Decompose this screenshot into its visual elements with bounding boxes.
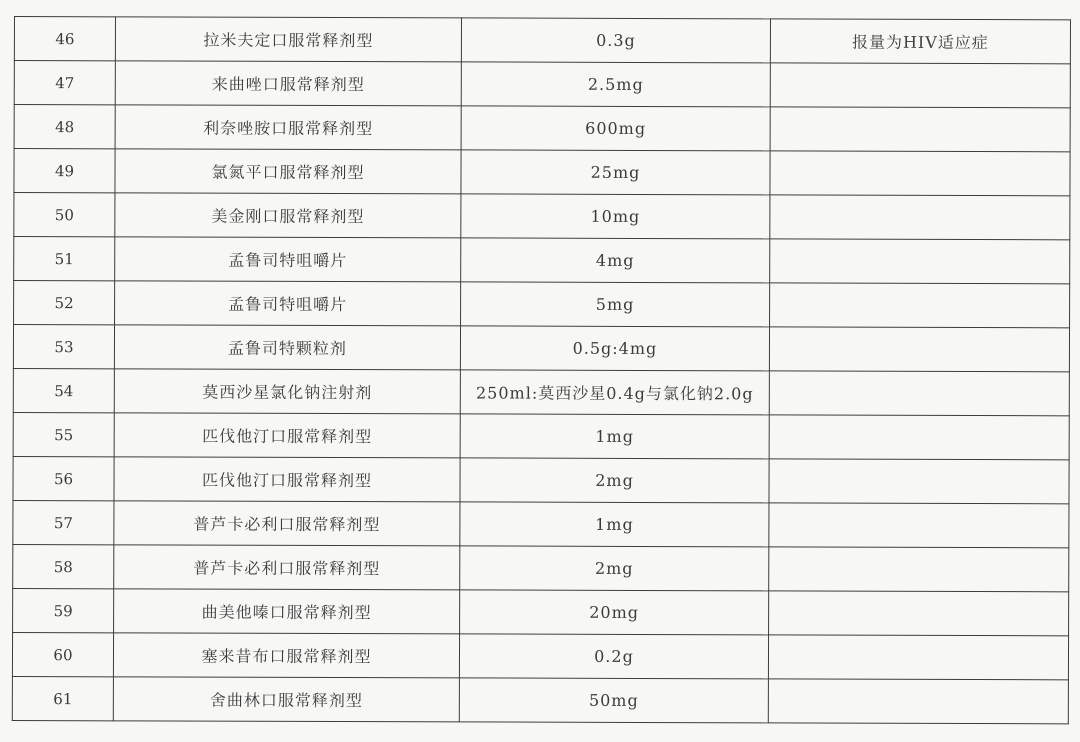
drug-name-cell: 美金刚口服常释剂型 — [115, 193, 461, 238]
drug-table-body — [12, 17, 1070, 724]
table-row — [12, 632, 1068, 679]
drug-name-cell: 孟鲁司特咀嚼片 — [115, 237, 461, 282]
remark-cell — [770, 239, 1070, 284]
table-row — [14, 149, 1070, 196]
specification-cell: 1mg — [460, 502, 769, 547]
row-number-cell: 46 — [14, 17, 115, 61]
row-number-cell: 58 — [13, 544, 114, 588]
row-number-cell: 50 — [14, 193, 115, 237]
document-page — [12, 16, 1066, 731]
drug-name-cell: 莫西沙星氯化钠注射剂 — [114, 369, 460, 414]
table-row — [13, 456, 1069, 503]
specification-cell: 2mg — [460, 458, 769, 503]
specification-cell: 600mg — [461, 106, 770, 151]
table-row — [14, 281, 1070, 328]
table-row — [13, 368, 1069, 415]
row-number-cell: 55 — [13, 412, 114, 456]
remark-cell — [770, 195, 1070, 240]
row-number-cell: 60 — [12, 632, 113, 676]
row-number-cell: 48 — [14, 105, 115, 149]
drug-name-cell: 匹伐他汀口服常释剂型 — [114, 457, 460, 502]
table-row — [13, 544, 1069, 591]
drug-name-cell: 孟鲁司特颗粒剂 — [114, 325, 460, 370]
row-number-cell: 52 — [14, 281, 115, 325]
drug-name-cell: 匹伐他汀口服常释剂型 — [114, 413, 460, 458]
drug-name-cell: 普芦卡必利口服常释剂型 — [114, 501, 460, 546]
remark-cell — [770, 151, 1070, 196]
row-number-cell: 49 — [14, 149, 115, 193]
row-number-cell: 56 — [13, 456, 114, 500]
table-row — [13, 588, 1069, 635]
table-row — [13, 325, 1069, 372]
specification-cell: 50mg — [459, 678, 768, 723]
specification-cell: 0.5g:4mg — [460, 326, 769, 371]
specification-cell: 1mg — [460, 414, 769, 459]
drug-name-cell: 氯氮平口服常释剂型 — [115, 149, 461, 194]
specification-cell: 2mg — [460, 546, 769, 591]
remark-cell: 报量为HIV适应症 — [770, 19, 1070, 64]
specification-cell: 25mg — [461, 150, 770, 195]
remark-cell — [769, 547, 1069, 592]
drug-name-cell: 拉米夫定口服常释剂型 — [115, 17, 461, 62]
remark-cell — [770, 107, 1070, 152]
specification-cell: 2.5mg — [461, 62, 770, 107]
table-row — [14, 105, 1070, 152]
table-row — [14, 193, 1070, 240]
remark-cell — [768, 635, 1068, 680]
remark-cell — [769, 415, 1069, 460]
remark-cell — [769, 503, 1069, 548]
specification-cell: 10mg — [461, 194, 770, 239]
row-number-cell: 47 — [14, 61, 115, 105]
row-number-cell: 54 — [13, 368, 114, 412]
drug-name-cell: 塞来昔布口服常释剂型 — [113, 633, 459, 678]
row-number-cell: 59 — [13, 588, 114, 632]
specification-cell: 0.3g — [461, 18, 770, 63]
table-row — [14, 61, 1070, 108]
specification-cell: 250ml:莫西沙星0.4g与氯化钠2.0g — [460, 370, 769, 415]
table-row — [14, 17, 1070, 64]
specification-cell: 20mg — [460, 590, 769, 635]
drug-name-cell: 舍曲林口服常释剂型 — [113, 677, 459, 722]
row-number-cell: 61 — [12, 676, 113, 720]
table-row — [13, 412, 1069, 459]
specification-cell: 4mg — [461, 238, 770, 283]
remark-cell — [770, 283, 1070, 328]
remark-cell — [769, 371, 1069, 416]
remark-cell — [770, 63, 1070, 108]
remark-cell — [769, 591, 1069, 636]
drug-name-cell: 来曲唑口服常释剂型 — [115, 61, 461, 106]
remark-cell — [768, 679, 1068, 724]
table-row — [12, 676, 1068, 723]
remark-cell — [769, 459, 1069, 504]
remark-cell — [769, 327, 1069, 372]
table-row — [13, 500, 1069, 547]
table-row — [14, 237, 1070, 284]
drug-name-cell: 曲美他嗪口服常释剂型 — [114, 589, 460, 634]
row-number-cell: 51 — [14, 237, 115, 281]
row-number-cell: 57 — [13, 500, 114, 544]
drug-name-cell: 普芦卡必利口服常释剂型 — [114, 545, 460, 590]
specification-cell: 5mg — [461, 282, 770, 327]
specification-cell: 0.2g — [459, 634, 768, 679]
row-number-cell: 53 — [13, 325, 114, 369]
drug-table — [12, 16, 1071, 724]
drug-name-cell: 孟鲁司特咀嚼片 — [115, 281, 461, 326]
drug-name-cell: 利奈唑胺口服常释剂型 — [115, 105, 461, 150]
